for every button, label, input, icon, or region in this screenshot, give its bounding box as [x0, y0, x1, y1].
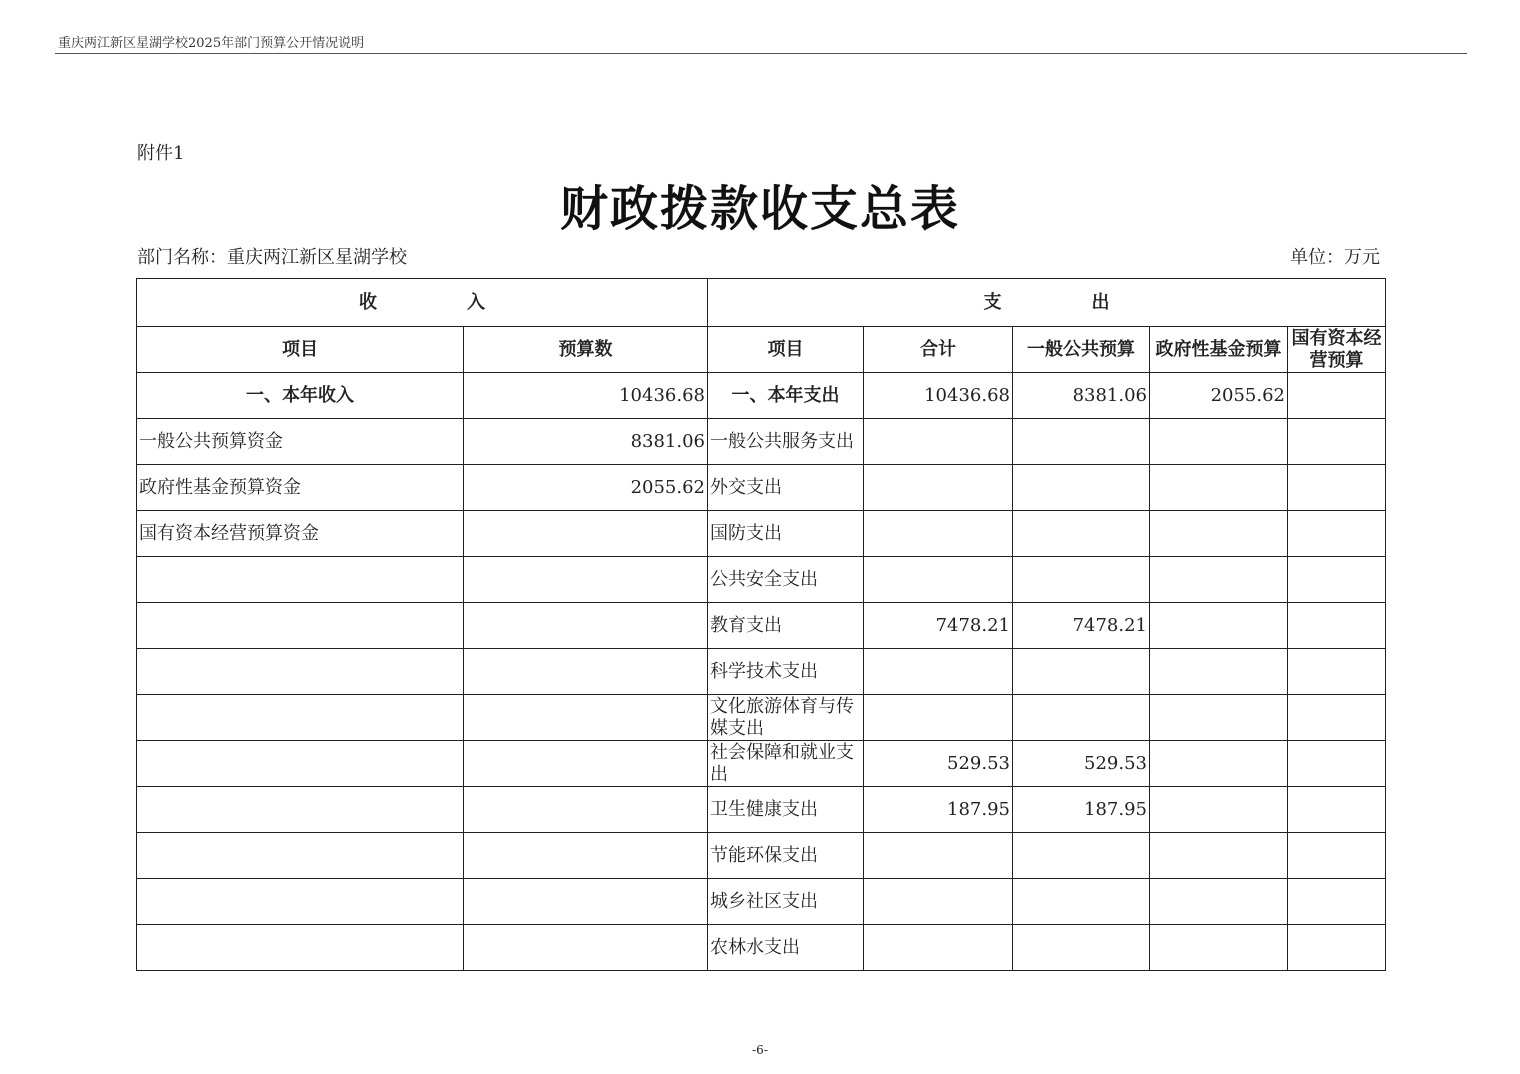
- cell-expense-item: 外交支出: [708, 465, 864, 511]
- cell-state-capital-budget: [1288, 373, 1386, 419]
- table-row: [137, 419, 1386, 465]
- cell-income-budget: [464, 787, 708, 833]
- cell-income-item: [137, 603, 464, 649]
- col-header-total: 合计: [864, 327, 1013, 373]
- col-header-expense-item: 项目: [708, 327, 864, 373]
- header-divider: [55, 53, 1467, 54]
- table-row: [137, 833, 1386, 879]
- table-row: [137, 695, 1386, 741]
- cell-income-item: [137, 879, 464, 925]
- cell-gov-fund-budget: [1150, 557, 1288, 603]
- cell-gov-fund-budget: [1150, 741, 1288, 787]
- cell-expense-item: 一般公共服务支出: [708, 419, 864, 465]
- table-row: [137, 557, 1386, 603]
- income-group-header: 收 入: [137, 279, 708, 327]
- cell-income-budget: [464, 557, 708, 603]
- cell-income-budget: [464, 649, 708, 695]
- cell-general-budget: [1013, 557, 1150, 603]
- cell-gov-fund-budget: [1150, 511, 1288, 557]
- cell-income-budget: 2055.62: [464, 465, 708, 511]
- cell-income-budget: [464, 925, 708, 971]
- cell-general-budget: [1013, 649, 1150, 695]
- column-header-row: [137, 327, 1386, 373]
- cell-general-budget: [1013, 419, 1150, 465]
- col-header-income-item: 项目: [137, 327, 464, 373]
- page-title: 财政拨款收支总表: [559, 181, 960, 237]
- cell-gov-fund-budget: [1150, 787, 1288, 833]
- cell-expense-item: 城乡社区支出: [708, 879, 864, 925]
- cell-state-capital-budget: [1288, 925, 1386, 971]
- table-row: [137, 879, 1386, 925]
- cell-income-budget: [464, 879, 708, 925]
- cell-state-capital-budget: [1288, 787, 1386, 833]
- cell-total: [864, 695, 1013, 741]
- cell-gov-fund-budget: [1150, 879, 1288, 925]
- cell-state-capital-budget: [1288, 879, 1386, 925]
- col-header-state-capital-budget: 国有资本经营预算: [1288, 327, 1386, 373]
- cell-total: [864, 511, 1013, 557]
- cell-income-budget: [464, 741, 708, 787]
- cell-gov-fund-budget: [1150, 695, 1288, 741]
- table-row: [137, 465, 1386, 511]
- cell-general-budget: [1013, 465, 1150, 511]
- cell-expense-item: 国防支出: [708, 511, 864, 557]
- cell-gov-fund-budget: [1150, 833, 1288, 879]
- cell-income-budget: 10436.68: [464, 373, 708, 419]
- cell-income-item: 政府性基金预算资金: [137, 465, 464, 511]
- cell-state-capital-budget: [1288, 465, 1386, 511]
- col-header-gov-fund-budget: 政府性基金预算: [1150, 327, 1288, 373]
- cell-gov-fund-budget: [1150, 649, 1288, 695]
- cell-income-item: [137, 833, 464, 879]
- table-row: [137, 511, 1386, 557]
- cell-total: [864, 465, 1013, 511]
- cell-general-budget: [1013, 879, 1150, 925]
- cell-state-capital-budget: [1288, 741, 1386, 787]
- cell-expense-item: 社会保障和就业支出: [708, 741, 864, 787]
- cell-state-capital-budget: [1288, 557, 1386, 603]
- cell-general-budget: [1013, 833, 1150, 879]
- cell-total: 187.95: [864, 787, 1013, 833]
- cell-state-capital-budget: [1288, 511, 1386, 557]
- cell-state-capital-budget: [1288, 419, 1386, 465]
- group-header-row: [137, 279, 1386, 327]
- cell-state-capital-budget: [1288, 695, 1386, 741]
- cell-expense-item: 科学技术支出: [708, 649, 864, 695]
- cell-gov-fund-budget: [1150, 419, 1288, 465]
- attachment-label: 附件1: [137, 143, 185, 164]
- cell-gov-fund-budget: [1150, 603, 1288, 649]
- cell-general-budget: [1013, 511, 1150, 557]
- cell-expense-item: 教育支出: [708, 603, 864, 649]
- cell-income-item: [137, 695, 464, 741]
- cell-state-capital-budget: [1288, 603, 1386, 649]
- cell-income-item: [137, 649, 464, 695]
- department-name: 部门名称：重庆两江新区星湖学校: [137, 247, 407, 268]
- cell-general-budget: 187.95: [1013, 787, 1150, 833]
- cell-total: [864, 419, 1013, 465]
- cell-total: [864, 879, 1013, 925]
- cell-income-item: [137, 925, 464, 971]
- cell-state-capital-budget: [1288, 649, 1386, 695]
- table-row: [137, 741, 1386, 787]
- cell-expense-item: 卫生健康支出: [708, 787, 864, 833]
- cell-income-budget: [464, 695, 708, 741]
- col-header-income-budget: 预算数: [464, 327, 708, 373]
- cell-income-item: [137, 741, 464, 787]
- unit-label: 单位：万元: [1290, 247, 1380, 268]
- cell-income-budget: [464, 833, 708, 879]
- cell-total: 7478.21: [864, 603, 1013, 649]
- cell-income-budget: [464, 603, 708, 649]
- expense-group-header: 支 出: [708, 279, 1386, 327]
- cell-gov-fund-budget: 2055.62: [1150, 373, 1288, 419]
- cell-total: [864, 557, 1013, 603]
- cell-general-budget: 529.53: [1013, 741, 1150, 787]
- cell-general-budget: 7478.21: [1013, 603, 1150, 649]
- cell-income-item: [137, 557, 464, 603]
- cell-income-item: 一、本年收入: [137, 373, 464, 419]
- table-row: [137, 925, 1386, 971]
- cell-income-item: 一般公共预算资金: [137, 419, 464, 465]
- table-row: [137, 603, 1386, 649]
- cell-total: [864, 925, 1013, 971]
- cell-income-item: 国有资本经营预算资金: [137, 511, 464, 557]
- cell-general-budget: 8381.06: [1013, 373, 1150, 419]
- cell-expense-item: 农林水支出: [708, 925, 864, 971]
- table-row: [137, 787, 1386, 833]
- cell-total: 529.53: [864, 741, 1013, 787]
- cell-income-budget: [464, 511, 708, 557]
- cell-expense-item: 一、本年支出: [708, 373, 864, 419]
- cell-general-budget: [1013, 925, 1150, 971]
- cell-income-budget: 8381.06: [464, 419, 708, 465]
- cell-general-budget: [1013, 695, 1150, 741]
- col-header-general-budget: 一般公共预算: [1013, 327, 1150, 373]
- page-number: -6-: [752, 1043, 768, 1057]
- cell-total: [864, 649, 1013, 695]
- cell-income-item: [137, 787, 464, 833]
- cell-total: 10436.68: [864, 373, 1013, 419]
- table-row: [137, 373, 1386, 419]
- cell-expense-item: 公共安全支出: [708, 557, 864, 603]
- running-header: 重庆两江新区星湖学校2025年部门预算公开情况说明: [58, 36, 365, 51]
- cell-total: [864, 833, 1013, 879]
- budget-table: [136, 278, 1386, 971]
- cell-expense-item: 节能环保支出: [708, 833, 864, 879]
- cell-expense-item: 文化旅游体育与传媒支出: [708, 695, 864, 741]
- cell-gov-fund-budget: [1150, 925, 1288, 971]
- cell-gov-fund-budget: [1150, 465, 1288, 511]
- table-row: [137, 649, 1386, 695]
- cell-state-capital-budget: [1288, 833, 1386, 879]
